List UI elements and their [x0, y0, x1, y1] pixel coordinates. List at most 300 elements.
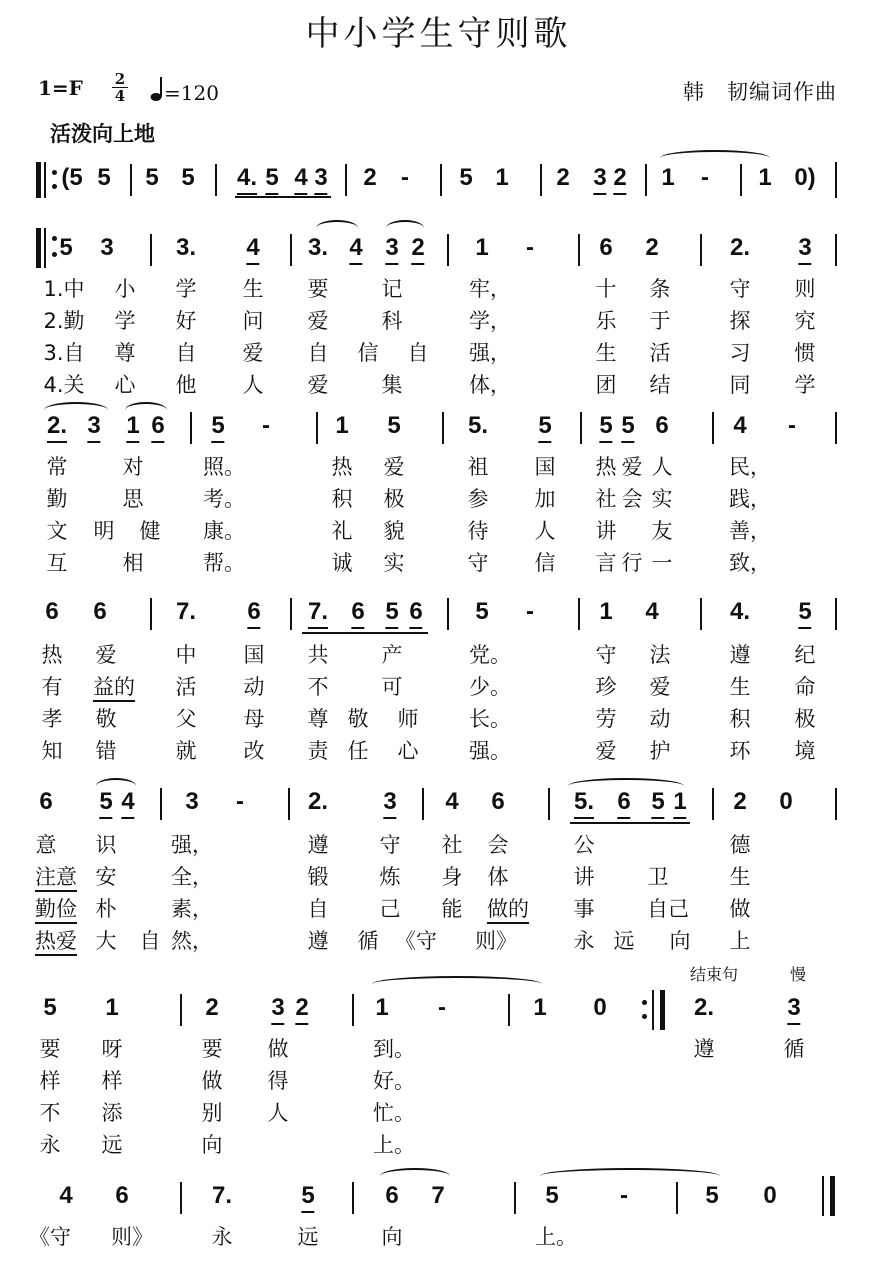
note: 5 [475, 598, 489, 625]
lyric-syllable: 守 [595, 643, 617, 667]
note: 5. [467, 412, 489, 439]
note: 1 [475, 234, 489, 261]
lyric-syllable: 生 [242, 277, 264, 301]
lyric-syllable: 做 [267, 1037, 289, 1061]
lyric-syllable: 践， [729, 487, 771, 511]
lyric-syllable: 爱 [307, 373, 329, 397]
lyric-syllable: 炼 [379, 865, 401, 889]
lyric-syllable: 致， [729, 551, 771, 575]
lyric-syllable: 责 [307, 739, 329, 763]
note: 5 [599, 412, 612, 440]
lyric-syllable: 体 [487, 865, 509, 889]
note: 5 [798, 598, 811, 626]
note: 1 [673, 788, 686, 816]
lyric-syllable: 少。 [469, 675, 511, 699]
lyric-syllable: 强， [469, 341, 511, 365]
lyric-syllable: 人 [534, 519, 556, 543]
lyric-syllable: 人 [242, 373, 264, 397]
lyric-syllable: 健 [139, 519, 161, 543]
note: 6 [655, 412, 669, 439]
note: 4 [59, 1182, 73, 1209]
time-signature-denominator: 4 [114, 87, 126, 105]
note: 4 [349, 234, 362, 262]
note: 6 [93, 598, 107, 625]
note: 5 [145, 164, 159, 191]
note: 4 [294, 164, 307, 192]
lyric-syllable: 强， [171, 833, 213, 857]
note: 3 [100, 234, 114, 261]
lyric-syllable: 永 [211, 1225, 233, 1249]
lyric-syllable: 锻 [307, 865, 329, 889]
lyric-syllable: 康。 [203, 519, 245, 543]
note: 5 [43, 994, 57, 1021]
lyric-syllable: 要 [307, 277, 329, 301]
dash: - [438, 994, 446, 1021]
note: 5. [574, 788, 594, 816]
lyric-syllable: 境 [794, 739, 816, 763]
lyric-syllable: 有 [41, 675, 63, 699]
lyric-syllable: 循 [357, 929, 379, 953]
note: 7. [211, 1182, 233, 1209]
dash: - [236, 788, 244, 815]
quarter-note-icon [150, 76, 164, 107]
lyric-syllable: 好 [175, 309, 197, 333]
lyric-syllable: 待 [467, 519, 489, 543]
dash: - [401, 164, 409, 191]
lyric-syllable: 素， [171, 897, 213, 921]
lyric-syllable: 积 [331, 487, 353, 511]
lyric-syllable: 环 [729, 739, 751, 763]
lyric-syllable: 惯 [794, 341, 816, 365]
note: 4 [246, 234, 259, 262]
lyric-syllable: 热 [595, 455, 617, 479]
note: 7 [431, 1182, 445, 1209]
lyric-syllable: 3.自 [43, 341, 85, 365]
dash: - [526, 598, 534, 625]
lyric-syllable: 他 [175, 373, 197, 397]
note: 5 [459, 164, 473, 191]
expression-marking: 活泼向上地 [50, 122, 155, 146]
lyric-syllable: 相 [122, 551, 144, 575]
lyric-syllable: 行 [621, 551, 643, 575]
lyric-syllable: 文 [46, 519, 68, 543]
lyric-syllable: 安 [95, 865, 117, 889]
note: 2 [613, 164, 626, 192]
lyric-syllable: 父 [175, 707, 197, 731]
lyric-syllable: 遵 [693, 1037, 715, 1061]
lyric-syllable: 帮。 [203, 551, 245, 575]
note: 1 [375, 994, 389, 1021]
lyric-syllable: 可 [381, 675, 403, 699]
lyric-syllable: 师 [397, 707, 419, 731]
lyric-syllable: 守 [379, 833, 401, 857]
lyric-syllable: 永 [573, 929, 595, 953]
lyric-syllable: 国 [243, 643, 265, 667]
lyric-syllable: 讲 [573, 865, 595, 889]
lyric-syllable: 德 [729, 833, 751, 857]
lyric-syllable: 2.勤 [43, 309, 85, 333]
note: 6 [39, 788, 53, 815]
note: 6 [385, 1182, 399, 1209]
tempo-change-label: 慢 [790, 965, 807, 984]
lyric-syllable: 劳 [595, 707, 617, 731]
lyric-syllable: 遵 [307, 833, 329, 857]
lyric-syllable: 遵 [307, 929, 329, 953]
note: 6 [151, 412, 164, 440]
note: 2 [645, 234, 659, 261]
note: 3 [185, 788, 199, 815]
note: 3 [798, 234, 811, 262]
lyric-syllable: 上 [729, 929, 751, 953]
lyric-syllable: 爱 [621, 455, 643, 479]
lyric-syllable: 公 [573, 833, 595, 857]
lyric-syllable: 上。 [373, 1133, 415, 1157]
lyric-syllable: 身 [441, 865, 463, 889]
lyric-syllable: 法 [649, 643, 671, 667]
lyric-syllable: 于 [649, 309, 671, 333]
lyric-syllable: 爱 [95, 643, 117, 667]
lyric-syllable: 民， [729, 455, 771, 479]
lyric-syllable: 爱 [307, 309, 329, 333]
lyric-syllable: 学 [114, 309, 136, 333]
lyric-syllable: 加 [534, 487, 556, 511]
note: 1 [533, 994, 547, 1021]
lyric-syllable: 活 [649, 341, 671, 365]
dash: - [701, 164, 709, 191]
lyric-syllable: 热 [331, 455, 353, 479]
note: 6 [599, 234, 613, 261]
lyric-syllable: 信 [357, 341, 379, 365]
note: 2 [411, 234, 424, 262]
lyric-syllable: 国 [534, 455, 556, 479]
lyric-syllable: 样 [101, 1069, 123, 1093]
lyric-syllable: 别 [201, 1101, 223, 1125]
note: 0) [794, 164, 816, 191]
lyric-syllable: 任 [347, 739, 369, 763]
lyric-syllable: 《守 [29, 1225, 71, 1249]
lyric-syllable: 动 [243, 675, 265, 699]
lyric-syllable: 样 [39, 1069, 61, 1093]
lyric-syllable: 注意 [35, 864, 77, 892]
lyric-syllable: 小 [114, 277, 136, 301]
note: 2 [205, 994, 219, 1021]
lyric-syllable: 敬 [95, 707, 117, 731]
lyric-syllable: 乐 [595, 309, 617, 333]
note: 6 [409, 598, 422, 626]
lyric-syllable: 向 [201, 1133, 223, 1157]
lyric-syllable: 远 [297, 1225, 319, 1249]
lyric-syllable: 积 [729, 707, 751, 731]
note: 4 [645, 598, 659, 625]
lyric-syllable: 究 [794, 309, 816, 333]
note: 7. [175, 598, 197, 625]
lyric-syllable: 习 [729, 341, 751, 365]
lyric-syllable: 母 [243, 707, 265, 731]
lyric-syllable: 全， [171, 865, 213, 889]
note: 5 [211, 412, 224, 440]
lyric-syllable: 体， [469, 373, 511, 397]
note: 5 [387, 412, 401, 439]
lyric-syllable: 做 [729, 897, 751, 921]
note: 0 [763, 1182, 777, 1209]
lyric-syllable: 人 [267, 1101, 289, 1125]
lyric-syllable: 改 [243, 739, 265, 763]
lyric-syllable: 事 [573, 897, 595, 921]
lyric-syllable: 参 [467, 487, 489, 511]
lyric-syllable: 学 [175, 277, 197, 301]
lyric-syllable: 互 [46, 551, 68, 575]
lyric-syllable: 上。 [535, 1225, 577, 1249]
lyric-syllable: 会 [487, 833, 509, 857]
lyric-syllable: 热 [41, 643, 63, 667]
note: 5 [59, 234, 73, 261]
note: 3 [271, 994, 284, 1022]
lyric-syllable: 得 [267, 1069, 289, 1093]
lyric-syllable: 向 [381, 1225, 403, 1249]
lyric-syllable: 记 [381, 277, 403, 301]
time-signature-numerator: 2 [114, 70, 126, 88]
lyric-syllable: 尊 [114, 341, 136, 365]
lyric-syllable: 守 [729, 277, 751, 301]
lyric-syllable: 自 [407, 341, 429, 365]
lyric-syllable: 遵 [729, 643, 751, 667]
lyric-syllable: 知 [41, 739, 63, 763]
note: 1 [661, 164, 675, 191]
lyric-syllable: 极 [383, 487, 405, 511]
lyric-syllable: 问 [242, 309, 264, 333]
note: 7. [308, 598, 328, 626]
tempo-marking [150, 76, 219, 107]
lyric-syllable: 好。 [373, 1069, 415, 1093]
lyric-syllable: 大 [95, 929, 117, 953]
lyric-syllable: 常 [46, 455, 68, 479]
note: 0 [779, 788, 793, 815]
dash: - [788, 412, 796, 439]
note: 2 [556, 164, 570, 191]
note: 3 [787, 994, 800, 1022]
lyric-syllable: 就 [175, 739, 197, 763]
lyric-syllable: 一 [651, 551, 673, 575]
note: 0 [593, 994, 607, 1021]
lyric-syllable: 做的 [487, 896, 529, 924]
dash: - [262, 412, 270, 439]
lyric-syllable: 爱 [649, 675, 671, 699]
note: 2. [693, 994, 715, 1021]
lyric-syllable: 生 [729, 865, 751, 889]
lyric-syllable: 勤 [46, 487, 68, 511]
lyric-syllable: 能 [441, 897, 463, 921]
note: 5 [545, 1182, 559, 1209]
note: 2 [363, 164, 377, 191]
lyric-syllable: 中 [175, 643, 197, 667]
lyric-syllable: 护 [649, 739, 671, 763]
lyric-syllable: 思 [122, 487, 144, 511]
lyric-syllable: 珍 [595, 675, 617, 699]
lyric-syllable: 益的 [93, 674, 135, 702]
lyric-syllable: 添 [101, 1101, 123, 1125]
lyric-syllable: 实 [651, 487, 673, 511]
note: 1 [599, 598, 613, 625]
lyric-syllable: 党。 [469, 643, 511, 667]
lyric-syllable: 自 [139, 929, 161, 953]
note: 2. [729, 234, 751, 261]
lyric-syllable: 心 [397, 739, 419, 763]
ending-label: 结束句 [690, 965, 739, 984]
note: 5 [97, 164, 111, 191]
lyric-syllable: 集 [381, 373, 403, 397]
lyric-syllable: 自 [307, 341, 329, 365]
lyric-syllable: 不 [39, 1101, 61, 1125]
lyric-syllable: 貌 [383, 519, 405, 543]
note: (5 [61, 164, 83, 191]
note: 3. [175, 234, 197, 261]
lyric-syllable: 探 [729, 309, 751, 333]
lyric-syllable: 则 [794, 277, 816, 301]
lyric-syllable: 己 [379, 897, 401, 921]
lyric-syllable: 言 [595, 551, 617, 575]
lyric-syllable: 孝 [41, 707, 63, 731]
lyric-syllable: 对 [122, 455, 144, 479]
lyric-syllable: 尊 [307, 707, 329, 731]
lyric-syllable: 科 [381, 309, 403, 333]
lyric-syllable: 要 [201, 1037, 223, 1061]
note: 6 [45, 598, 59, 625]
note: 6 [247, 598, 260, 626]
lyric-syllable: 守 [467, 551, 489, 575]
note: 4 [121, 788, 134, 816]
note: 3 [593, 164, 606, 192]
lyric-syllable: 然， [171, 929, 213, 953]
lyric-syllable: 要 [39, 1037, 61, 1061]
lyric-syllable: 则》 [111, 1225, 153, 1249]
note: 3 [314, 164, 327, 192]
lyric-syllable: 爱 [242, 341, 264, 365]
lyric-syllable: 命 [794, 675, 816, 699]
note: 4 [445, 788, 459, 815]
lyric-syllable: 学， [469, 309, 511, 333]
lyric-syllable: 自 [307, 897, 329, 921]
lyric-syllable: 共 [307, 643, 329, 667]
lyric-syllable: 不 [307, 675, 329, 699]
lyric-syllable: 信 [534, 551, 556, 575]
note: 1 [126, 412, 139, 440]
lyric-syllable: 远 [101, 1133, 123, 1157]
note: 4. [237, 164, 257, 192]
lyric-syllable: 长。 [469, 707, 511, 731]
note: 5 [385, 598, 398, 626]
lyric-syllable: 爱 [383, 455, 405, 479]
note: 3. [307, 234, 329, 261]
composer-credit: 韩 韧编词作曲 [683, 80, 837, 104]
lyric-syllable: 社 [595, 487, 617, 511]
lyric-syllable: 做 [201, 1069, 223, 1093]
lyric-syllable: 社 [441, 833, 463, 857]
lyric-syllable: 忙。 [373, 1101, 415, 1125]
lyric-syllable: 卫 [647, 865, 669, 889]
note: 3 [385, 234, 398, 262]
lyric-syllable: 纪 [794, 643, 816, 667]
tempo-value: =120 [164, 81, 219, 105]
note: 3 [87, 412, 100, 440]
dash: - [526, 234, 534, 261]
lyric-syllable: 明 [93, 519, 115, 543]
lyric-syllable: 4.关 [43, 373, 85, 397]
note: 4 [733, 412, 747, 439]
note: 1 [758, 164, 772, 191]
lyric-syllable: 实 [383, 551, 405, 575]
note: 1 [335, 412, 349, 439]
time-signature [110, 72, 130, 103]
lyric-syllable: 动 [649, 707, 671, 731]
lyric-syllable: 生 [729, 675, 751, 699]
lyric-syllable: 自己 [647, 897, 689, 921]
lyric-syllable: 产 [381, 643, 403, 667]
lyric-syllable: 诚 [331, 551, 353, 575]
note: 5 [301, 1182, 314, 1210]
note: 3 [383, 788, 396, 816]
lyric-syllable: 讲 [595, 519, 617, 543]
lyric-syllable: 强。 [469, 739, 511, 763]
lyric-syllable: 考。 [203, 487, 245, 511]
note: 2. [307, 788, 329, 815]
note: 5 [265, 164, 278, 192]
lyric-syllable: 呀 [101, 1037, 123, 1061]
lyric-syllable: 错 [95, 739, 117, 763]
note: 2. [47, 412, 67, 440]
note: 5 [705, 1182, 719, 1209]
lyric-syllable: 1.中 [43, 277, 85, 301]
key-signature: 1=F [38, 76, 83, 100]
lyric-syllable: 礼 [331, 519, 353, 543]
lyric-syllable: 祖 [467, 455, 489, 479]
lyric-syllable: 人 [651, 455, 673, 479]
lyric-syllable: 活 [175, 675, 197, 699]
note: 5 [538, 412, 551, 440]
lyric-syllable: 会 [621, 487, 643, 511]
note: 6 [351, 598, 364, 626]
lyric-syllable: 照。 [203, 455, 245, 479]
lyric-syllable: 《守 [395, 929, 437, 953]
lyric-syllable: 识 [95, 833, 117, 857]
note: 4. [729, 598, 751, 625]
note: 5 [181, 164, 195, 191]
lyric-syllable: 友 [651, 519, 673, 543]
lyric-syllable: 善， [729, 519, 771, 543]
dash: - [620, 1182, 628, 1209]
note: 1 [105, 994, 119, 1021]
note: 5 [621, 412, 634, 440]
lyric-syllable: 极 [794, 707, 816, 731]
lyric-syllable: 同 [729, 373, 751, 397]
lyric-syllable: 热爱 [35, 928, 77, 956]
lyric-syllable: 勤俭 [35, 896, 77, 924]
lyric-syllable: 条 [649, 277, 671, 301]
lyric-syllable: 爱 [595, 739, 617, 763]
note: 2 [733, 788, 747, 815]
note: 1 [495, 164, 509, 191]
lyric-syllable: 意 [35, 833, 57, 857]
note: 6 [491, 788, 505, 815]
lyric-syllable: 向 [669, 929, 691, 953]
lyric-syllable: 十 [595, 277, 617, 301]
lyric-syllable: 心 [114, 373, 136, 397]
lyric-syllable: 学 [794, 373, 816, 397]
lyric-syllable: 则》 [475, 929, 517, 953]
lyric-syllable: 朴 [95, 897, 117, 921]
lyric-syllable: 牢， [469, 277, 511, 301]
lyric-syllable: 到。 [373, 1037, 415, 1061]
song-title: 中小学生守则歌 [305, 14, 572, 54]
